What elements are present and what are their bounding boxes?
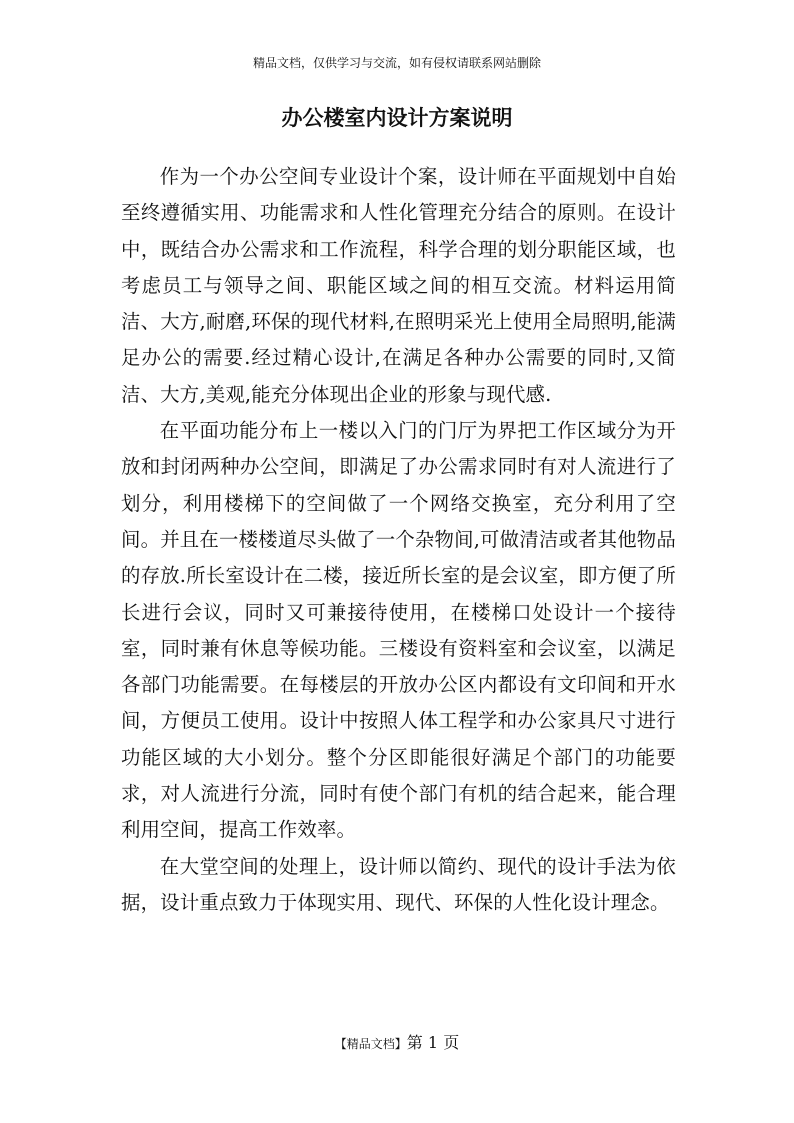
page-number: 1 xyxy=(427,1033,439,1052)
page-suffix: 页 xyxy=(443,1033,460,1052)
header-note: 精品文档，仅供学习与交流，如有侵权请联系网站删除 xyxy=(252,56,541,70)
paragraph-3: 在大堂空间的处理上，设计师以简约、现代的设计手法为依据，设计重点致力于体现实用、现代、环保的人性化设计理念。 xyxy=(121,854,676,914)
document-title: 办公楼室内设计方案说明 xyxy=(281,106,513,130)
paragraph-1: 作为一个办公空间专业设计个案，设计师在平面规划中自始至终遵循实用、功能需求和人性化管理充分结合的原则。在设计中，既结合办公需求和工作流程，科学合理的划分职能区域，也考虑员工与领导之间、职能区域之间的相互交流。材料运用简洁、大方,耐磨,环保的现代材料,在照明采光上使用全局照明,能满足办公的需要.经过精心设计,在满足各种办公需要的同时,又简洁、大方,美观,能充分体现出企业的形象与现代感. xyxy=(121,165,676,406)
footer-tag: 【精品文档】 xyxy=(334,1037,407,1051)
document-body xyxy=(121,159,676,921)
paragraph-2: 在平面功能分布上一楼以入门的门厅为界把工作区域分为开放和封闭两种办公空间，即满足了办公需求同时有对人流进行了划分，利用楼梯下的空间做了一个网络交换室，充分利用了空间。并且在一楼楼道尽头做了一个杂物间,可做清洁或者其他物品的存放.所长室设计在二楼，接近所长室的是会议室，即方便了所长进行会议，同时又可兼接待使用，在楼梯口处设计一个接待室，同时兼有休息等候功能。三楼设有资料室和会议室，以满足各部门功能需要。在每楼层的开放办公区内都设有文印间和开水间，方便员工使用。设计中按照人体工程学和办公家具尺寸进行功能区域的大小划分。整个分区即能很好满足个部门的功能要求，对人流进行分流，同时有使个部门有机的结合起来，能合理利用空间，提高工作效率。 xyxy=(121,419,676,842)
page-footer xyxy=(0,1032,794,1055)
page-header xyxy=(0,55,794,71)
page-prefix: 第 xyxy=(406,1033,423,1052)
